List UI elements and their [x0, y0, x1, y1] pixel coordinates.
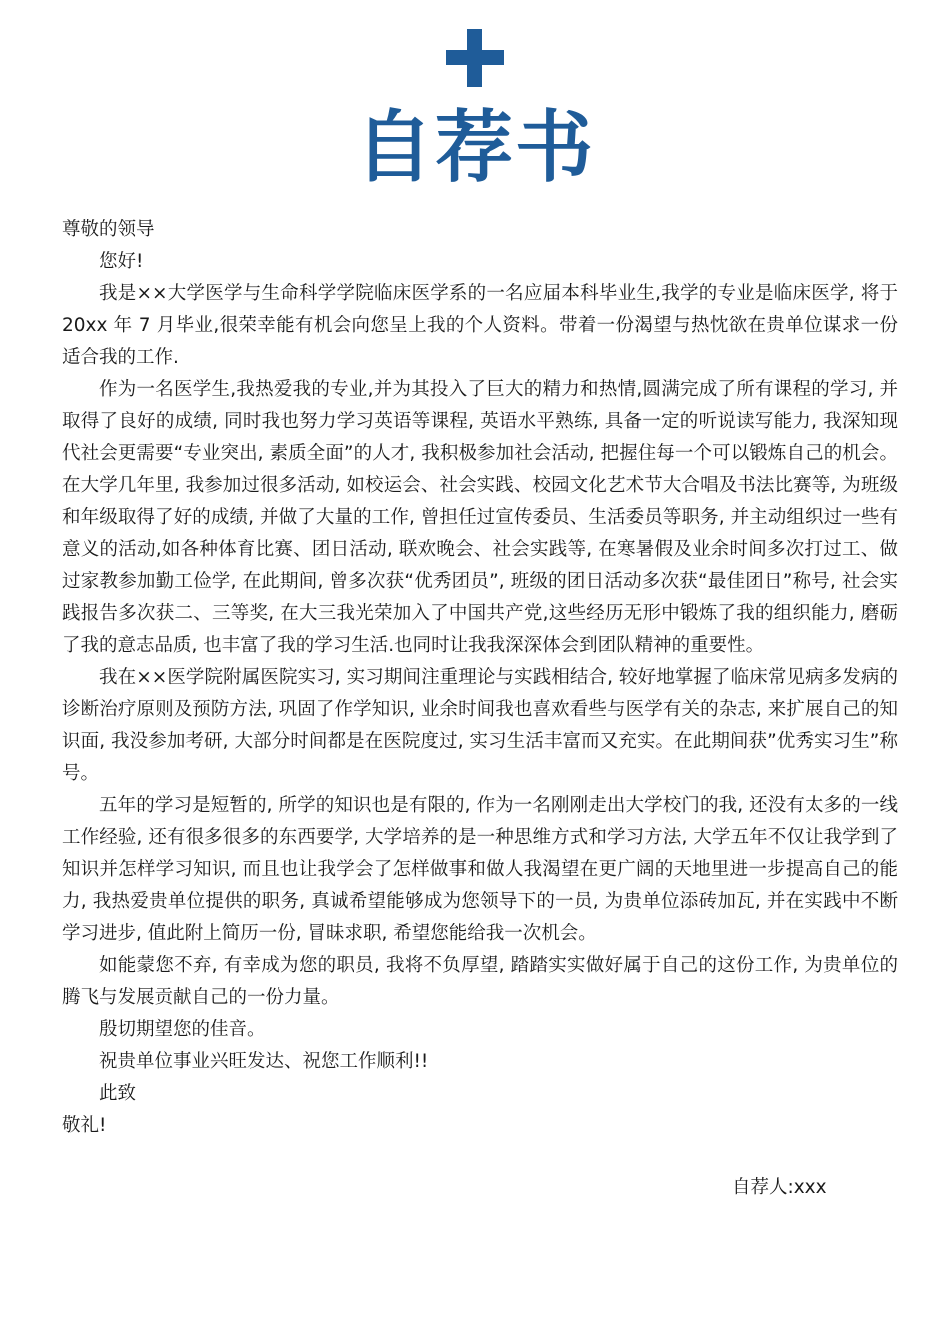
paragraph-university-experience: 作为一名医学生,我热爱我的专业,并为其投入了巨大的精力和热情,圆满完成了所有课程的学习, 并取得了良好的成绩, 同时我也努力学习英语等课程, 英语水平熟练, 具备一定的听说读写能力, 我深知现代社会更需要“专业突出, 素质全面”的人才, 我积极参加社会活动, 把握住每一个可以锻炼自己的机会。在大学几年里, 我参加过很多活动, 如校运会、社会实践、校园文化艺术节大合唱及书法比赛等, 为班级和年级取得了好的成绩, 并做了大量的工作, 曾担任过宣传委员、生活委员等职务, 并主动组织过一些有意义的活动,如各种体育比赛、团日活动, 联欢晚会、社会实践等, 在寒暑假及业余时间多次打过工、做过家教参加勤工俭学, 在此期间, 曾多次获“优秀团员”, 班级的团日活动多次获“最佳团日”称号, 社会实践报告多次获二、三等奖, 在大三我光荣加入了中国共产党,这些经历无形中锻炼了我的组织能力, 磨砺了我的意志品质, 也丰富了我的学习生活.也同时让我我深深体会到团队精神的重要性。	[62, 379, 898, 656]
salutation: 尊敬的领导	[62, 219, 155, 240]
closing: 敬礼!	[62, 1115, 107, 1136]
paragraph-commitment: 如能蒙您不弃, 有幸成为您的职员, 我将不负厚望, 踏踏实实做好属于自己的这份工作, 为贵单位的腾飞与发展贡献自己的一份力量。	[62, 955, 898, 1008]
cross-vertical-bar	[467, 29, 482, 87]
paragraph-intro: 我是××大学医学与生命科学学院临床医学系的一名应届本科毕业生,我学的专业是临床医学, 将于 20xx 年 7 月毕业,很荣幸能有机会向您呈上我的个人资料。带着一份渴望与热忱欲在贵单位谋求一份适合我的工作.	[62, 283, 898, 368]
paragraph-internship: 我在××医学院附属医院实习, 实习期间注重理论与实践相结合, 较好地掌握了临床常见病多发病的诊断治疗原则及预防方法, 巩固了作学知识, 业余时间我也喜欢看些与医学有关的杂志, 来扩展自己的知识面, 我没参加考研, 大部分时间都是在医院度过, 实习生活丰富而又充实。在此期间获”优秀实习生”称号。	[62, 667, 898, 784]
document-title: 自荐书	[354, 103, 595, 193]
paragraph-aspirations: 五年的学习是短暂的, 所学的知识也是有限的, 作为一名刚刚走出大学校门的我, 还没有太多的一线工作经验, 还有很多很多的东西要学, 大学培养的是一种思维方式和学习方法, 大学五年不仅让我学到了知识并怎样学习知识, 而且也让我学会了怎样做事和做人我渴望在更广阔的天地里进一步提高自己的能力, 我热爱贵单位提供的职务, 真诚希望能够成为您领导下的一员, 为贵单位添砖加瓦, 并在实践中不断学习进步, 值此附上简历一份, 冒昧求职, 希望您能给我一次机会。	[62, 795, 898, 944]
greeting: 您好!	[99, 251, 144, 272]
signature: 自荐人:xxx	[732, 1177, 827, 1198]
medical-cross-icon	[446, 29, 504, 87]
paragraph-wishes: 祝贵单位事业兴旺发达、祝您工作顺利!!	[99, 1051, 429, 1072]
letter-body	[62, 214, 898, 1142]
paragraph-hope: 殷切期望您的佳音。	[99, 1019, 266, 1040]
paragraph-cizhi: 此致	[99, 1083, 137, 1104]
